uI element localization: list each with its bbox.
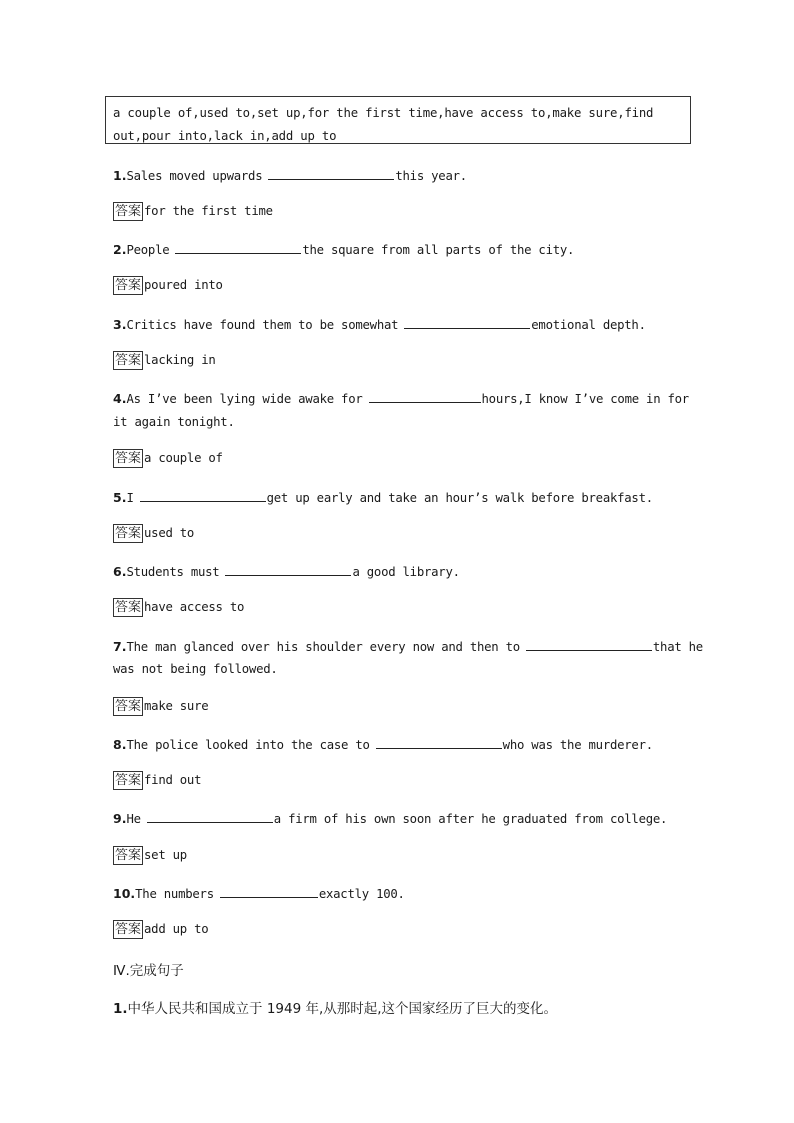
answer-row-2	[113, 276, 223, 295]
question-text-before: I	[126, 491, 134, 505]
question-number: 9.	[113, 811, 127, 826]
question-text-after: hours,I know I’ve come in for	[481, 392, 689, 406]
answer-blank[interactable]	[175, 240, 301, 254]
question-text-after: emotional depth.	[531, 318, 646, 332]
question-number: 7.	[113, 639, 127, 654]
answer-blank[interactable]	[369, 389, 481, 403]
question-number: 6.	[113, 564, 127, 579]
question-number: 5.	[113, 490, 127, 505]
answer-text: used to	[144, 526, 195, 540]
question-9	[113, 807, 667, 831]
question-10	[113, 882, 405, 906]
question-8	[113, 733, 653, 757]
question-number: 1.	[113, 1001, 128, 1017]
answer-tag: 答案	[115, 699, 142, 714]
answer-text: lacking in	[144, 353, 216, 367]
question-4	[113, 387, 689, 411]
answer-tag: 答案	[115, 204, 142, 219]
answer-tag: 答案	[115, 278, 142, 293]
answer-tag: 答案	[115, 353, 142, 368]
question-text-after: get up early and take an hour’s walk before breakfast.	[266, 491, 653, 505]
answer-row-6	[113, 598, 244, 617]
question-text-before: Critics have found them to be somewhat	[126, 318, 399, 332]
question-text-after: a good library.	[352, 565, 460, 579]
answer-row-9	[113, 846, 187, 865]
answer-row-1	[113, 202, 273, 221]
question-text-before: Students must	[126, 565, 220, 579]
question-text-before: The police looked into the case to	[126, 738, 370, 752]
answer-blank[interactable]	[404, 315, 530, 329]
question-7-line-2: was not being followed.	[113, 662, 278, 676]
answer-text: make sure	[144, 699, 209, 713]
answer-blank[interactable]	[140, 488, 266, 502]
answer-row-8	[113, 771, 201, 790]
answer-tag: 答案	[115, 773, 142, 788]
answer-blank[interactable]	[225, 562, 351, 576]
question-text-before: He	[126, 812, 141, 826]
answer-blank[interactable]	[268, 166, 394, 180]
answer-row-5	[113, 524, 194, 543]
answer-tag: 答案	[115, 526, 142, 541]
question-number: 2.	[113, 242, 127, 257]
question-text-before: The numbers	[135, 887, 214, 901]
answer-blank[interactable]	[147, 809, 273, 823]
question-text-before: As I’ve been lying wide awake for	[126, 392, 363, 406]
answer-row-7	[113, 697, 208, 716]
question-text-before: Sales moved upwards	[126, 169, 263, 183]
question-number: 3.	[113, 317, 127, 332]
answer-tag: 答案	[115, 848, 142, 863]
answer-tag: 答案	[115, 600, 142, 615]
word-bank-box: a couple of,used to,set up,for the first time,have access to,make sure,find out,pour into,lack in,add up to	[105, 96, 691, 144]
answer-tag: 答案	[115, 451, 142, 466]
question-text-after: exactly 100.	[318, 887, 405, 901]
section-heading: Ⅳ.完成句子	[113, 963, 184, 979]
answer-blank[interactable]	[220, 884, 318, 898]
answer-text: for the first time	[144, 204, 273, 218]
answer-blank[interactable]	[376, 735, 502, 749]
question-text: 中华人民共和国成立于 1949 年,从那时起,这个国家经历了巨大的变化。	[127, 1001, 558, 1017]
answer-row-10	[113, 920, 208, 939]
question-text-after: who was the murderer.	[502, 738, 653, 752]
answer-text: add up to	[144, 922, 209, 936]
answer-text: find out	[144, 773, 202, 787]
answer-text: have access to	[144, 600, 245, 614]
question-6	[113, 560, 460, 584]
question-text-after: a firm of his own soon after he graduated from college.	[273, 812, 668, 826]
answer-row-3	[113, 351, 216, 370]
answer-text: set up	[144, 848, 187, 862]
answer-text: a couple of	[144, 451, 223, 465]
answer-blank[interactable]	[526, 637, 652, 651]
answer-row-4	[113, 449, 223, 468]
question-7	[113, 635, 703, 659]
question-text-before: People	[126, 243, 170, 257]
question-text-before: The man glanced over his shoulder every now and then to	[126, 640, 520, 654]
question-number: 8.	[113, 737, 127, 752]
question-3	[113, 313, 646, 337]
question-text-after: this year.	[395, 169, 467, 183]
question-2	[113, 238, 574, 262]
translation-question-1	[113, 997, 557, 1017]
question-4-line-2: it again tonight.	[113, 415, 235, 429]
question-text-after: that he	[652, 640, 703, 654]
question-number: 4.	[113, 391, 127, 406]
question-1	[113, 164, 467, 188]
question-text-after: the square from all parts of the city.	[302, 243, 575, 257]
question-number: 10.	[113, 886, 136, 901]
answer-tag: 答案	[115, 922, 142, 937]
question-number: 1.	[113, 168, 127, 183]
answer-text: poured into	[144, 278, 223, 292]
question-5	[113, 486, 653, 510]
